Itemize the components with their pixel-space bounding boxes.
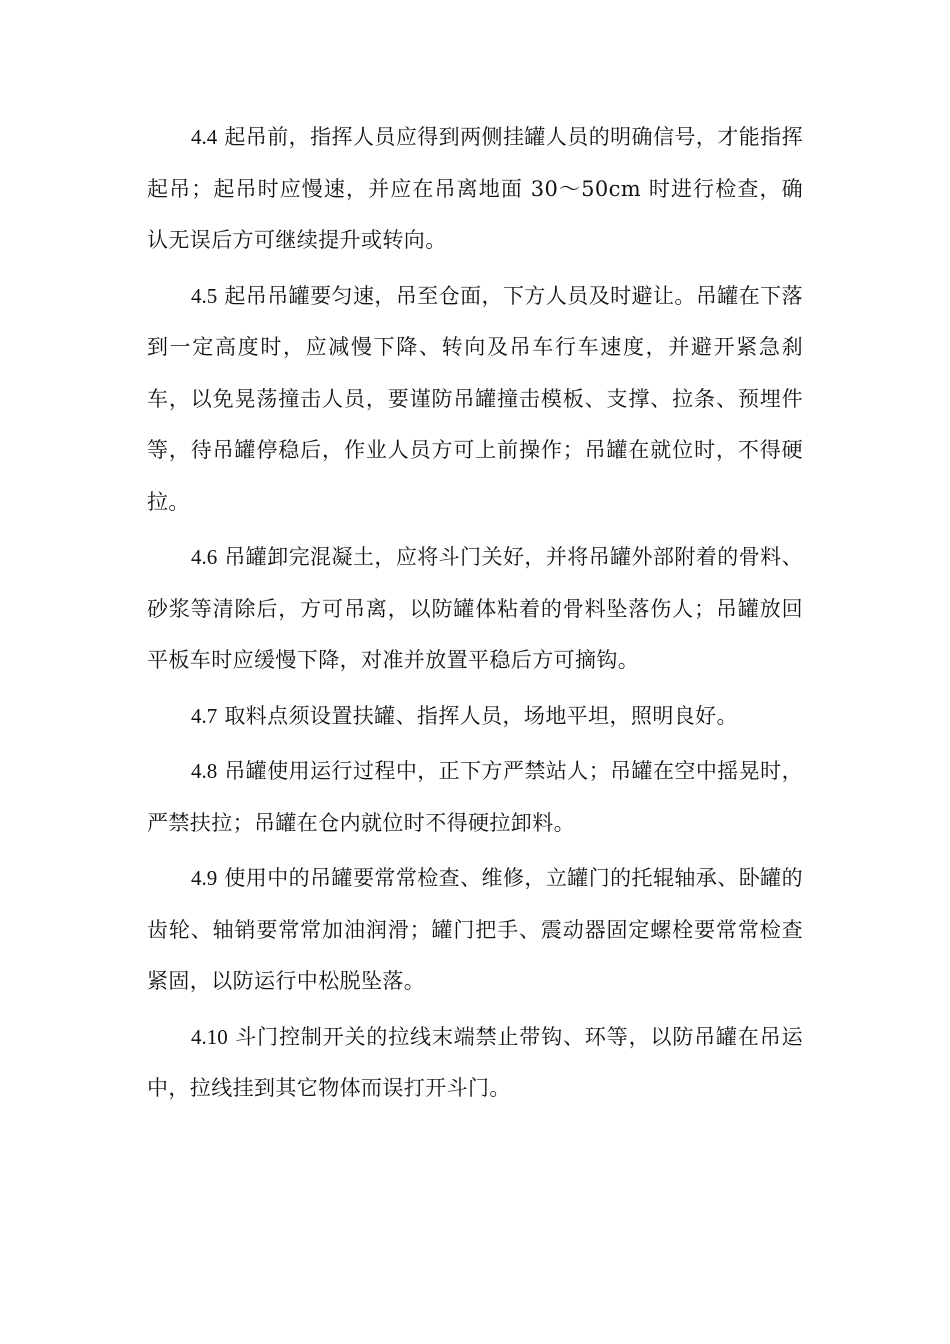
paragraph-text: 吊罐卸完混凝土，应将斗门关好，并将吊罐外部附着的骨料、砂浆等清除后，方可吊离，以防罐体粘着的骨料坠落伤人；吊罐放回平板车时应缓慢下降，对准并放置平稳后方可摘钩。	[147, 545, 803, 672]
paragraph-4-5	[147, 271, 803, 529]
paragraph-number: 4.5	[191, 283, 218, 308]
paragraph-text: 斗门控制开关的拉线末端禁止带钩、环等，以防吊罐在吊运中，拉线挂到其它物体而误打开斗门。	[147, 1024, 803, 1100]
document-body	[147, 112, 803, 1119]
paragraph-number: 4.8	[191, 759, 218, 783]
paragraph-4-7	[147, 691, 803, 743]
paragraph-4-10	[147, 1012, 803, 1115]
paragraph-4-6	[147, 532, 803, 687]
paragraph-4-8	[147, 746, 803, 849]
paragraph-text: 起吊前，指挥人员应得到两侧挂罐人员的明确信号，才能指挥起吊；起吊时应慢速，并应在吊离地面 30～50cm 时进行检查，确认无误后方可继续提升或转向。	[147, 125, 803, 252]
paragraph-text: 起吊吊罐要匀速，吊至仓面，下方人员及时避让。吊罐在下落到一定高度时，应减慢下降、转向及吊车行车速度，并避开紧急刹车，以免晃荡撞击人员，要谨防吊罐撞击模板、支撑、拉条、预埋件等，待吊罐停稳后，作业人员方可上前操作；吊罐在就位时，不得硬拉。	[147, 283, 803, 514]
paragraph-number: 4.10	[191, 1024, 228, 1049]
paragraph-number: 4.4	[191, 125, 218, 149]
paragraph-text: 使用中的吊罐要常常检查、维修，立罐门的托辊轴承、卧罐的齿轮、轴销要常常加油润滑；罐门把手、震动器固定螺栓要常常检查紧固，以防运行中松脱坠落。	[147, 866, 803, 993]
paragraph-text: 取料点须设置扶罐、指挥人员，场地平坦，照明良好。	[224, 703, 738, 728]
paragraph-text: 吊罐使用运行过程中，正下方严禁站人；吊罐在空中摇晃时，严禁扶拉；吊罐在仓内就位时不得硬拉卸料。	[147, 759, 803, 835]
paragraph-number: 4.9	[191, 866, 218, 890]
paragraph-4-9	[147, 853, 803, 1008]
paragraph-4-4	[147, 112, 803, 267]
paragraph-number: 4.7	[191, 703, 218, 728]
paragraph-number: 4.6	[191, 545, 218, 569]
